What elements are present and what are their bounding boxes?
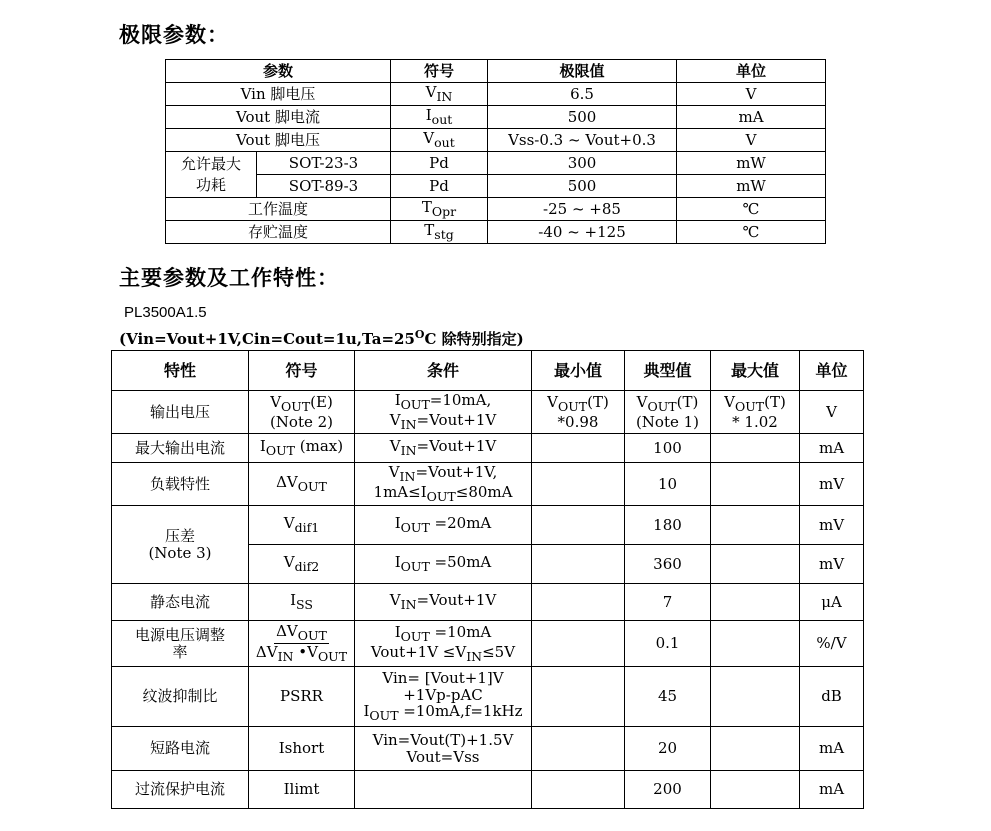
- table-row: [166, 129, 826, 152]
- cell-condition: Vin=Vout(T)+1.5V Vout=Vss: [355, 727, 532, 771]
- section-title-absolute-max: 极限参数：: [119, 23, 229, 47]
- cell-max: [711, 621, 800, 667]
- cell-condition: [355, 771, 532, 809]
- cell-symbol: $I_{OUT}$ (max): [249, 434, 355, 463]
- header-symbol: 符号: [391, 60, 488, 83]
- cell-unit: V: [677, 83, 826, 106]
- table-row: [166, 198, 826, 221]
- cell-max: [711, 506, 800, 545]
- cell-unit: mA: [800, 434, 864, 463]
- cell-unit: ℃: [677, 221, 826, 244]
- cell-unit: mW: [677, 175, 826, 198]
- cell-value: 500: [488, 106, 677, 129]
- table-row: [166, 152, 826, 175]
- table-row: [112, 667, 864, 727]
- cell-power-group: [166, 152, 257, 198]
- header-condition: 条件: [355, 351, 532, 391]
- characteristics-table: [111, 350, 864, 809]
- cell-condition: Vin= [Vout+1]V +1Vp-pAC $I_{OUT} =10mA,f=1kHz$: [355, 667, 532, 727]
- cell-max: [711, 771, 800, 809]
- table-row: [112, 463, 864, 506]
- cell-unit: mA: [800, 727, 864, 771]
- cell-min: $V_{OUT}(T)$ *0.98: [532, 391, 625, 434]
- cell-min: [532, 771, 625, 809]
- cell-typ: 200: [625, 771, 711, 809]
- table-row: [112, 771, 864, 809]
- cell-value: -25 ~ +85: [488, 198, 677, 221]
- test-conditions: ($Vin=Vout+1V,Cin=Cout=1u,Ta=25^OC$ 除特别指定): [119, 328, 524, 348]
- cell-max: [711, 727, 800, 771]
- cell-param: 存贮温度: [166, 221, 391, 244]
- cell-name: 电源电压调整 率: [112, 621, 249, 667]
- power-group-label-2: 功耗: [195, 175, 226, 194]
- cell-symbol: $I_{SS}$: [249, 584, 355, 621]
- table-row: [112, 727, 864, 771]
- cell-max: [711, 463, 800, 506]
- table-row: [166, 106, 826, 129]
- header-max: 最大值: [711, 351, 800, 391]
- table-header-row: [112, 351, 864, 391]
- cell-symbol: $V_{dif2}$: [249, 545, 355, 584]
- cell-param: Vout 脚电压: [166, 129, 391, 152]
- cell-symbol: $T_{Opr}$: [391, 198, 488, 221]
- table-header-row: [166, 60, 826, 83]
- cell-value: 500: [488, 175, 677, 198]
- cell-typ: 100: [625, 434, 711, 463]
- cell-typ: 20: [625, 727, 711, 771]
- cell-typ: 0.1: [625, 621, 711, 667]
- table-row: [112, 621, 864, 667]
- cell-typ: 45: [625, 667, 711, 727]
- model-number: PL3500A1.5: [124, 304, 207, 321]
- table-row: [166, 175, 826, 198]
- cell-name: 短路电流: [112, 727, 249, 771]
- header-param: 参数: [166, 60, 391, 83]
- table-row: [166, 83, 826, 106]
- absolute-max-table: [165, 59, 826, 244]
- header-unit: 单位: [800, 351, 864, 391]
- cell-unit: dB: [800, 667, 864, 727]
- cell-unit: mW: [677, 152, 826, 175]
- cell-max: [711, 434, 800, 463]
- header-typ: 典型值: [625, 351, 711, 391]
- cell-condition: $I_{OUT} =10mA$ Vout+1V $\le V_{IN}\le 5V$: [355, 621, 532, 667]
- cell-typ: 7: [625, 584, 711, 621]
- cell-unit: mV: [800, 506, 864, 545]
- cell-value: Vss-0.3 ~ Vout+0.3: [488, 129, 677, 152]
- cell-symbol: Pd: [391, 152, 488, 175]
- cell-typ: 180: [625, 506, 711, 545]
- cell-min: [532, 434, 625, 463]
- cell-param: SOT-89-3: [257, 175, 391, 198]
- cell-unit: mA: [800, 771, 864, 809]
- cell-condition: $V_{IN}=Vout+1V$: [355, 434, 532, 463]
- cell-condition: $V_{IN}=Vout+1V$: [355, 584, 532, 621]
- cell-max: $V_{OUT}(T)$ * 1.02: [711, 391, 800, 434]
- cell-param: Vin 脚电压: [166, 83, 391, 106]
- cell-min: [532, 667, 625, 727]
- cell-symbol: Pd: [391, 175, 488, 198]
- cell-value: -40 ~ +125: [488, 221, 677, 244]
- cell-symbol: $V_{out}$: [391, 129, 488, 152]
- cell-name: 输出电压: [112, 391, 249, 434]
- header-unit: 单位: [677, 60, 826, 83]
- cell-symbol: $I_{out}$: [391, 106, 488, 129]
- cell-unit: V: [800, 391, 864, 434]
- table-row: [166, 221, 826, 244]
- section-title-characteristics: 主要参数及工作特性：: [119, 266, 339, 290]
- cell-symbol: $V_{IN}$: [391, 83, 488, 106]
- cell-max: [711, 545, 800, 584]
- cell-name: 最大输出电流: [112, 434, 249, 463]
- cell-condition: $V_{IN}=Vout+1V$, $1mA\le I_{OUT}\le 80mA$: [355, 463, 532, 506]
- header-characteristic: 特性: [112, 351, 249, 391]
- cell-symbol: $\Delta V_{OUT}$: [249, 463, 355, 506]
- cell-param: SOT-23-3: [257, 152, 391, 175]
- table-row: [112, 584, 864, 621]
- cell-value: 6.5: [488, 83, 677, 106]
- cell-unit: ℃: [677, 198, 826, 221]
- cell-symbol: $V_{dif1}$: [249, 506, 355, 545]
- header-limit: 极限值: [488, 60, 677, 83]
- cell-min: [532, 727, 625, 771]
- table-row: [112, 506, 864, 545]
- cell-symbol-fraction: $\Delta V_{OUT}$ $\Delta V_{IN}$ $•V_{OUT}$: [249, 621, 355, 667]
- cell-value: 300: [488, 152, 677, 175]
- power-group-label-1: 允许最大: [180, 154, 241, 173]
- cell-unit: V: [677, 129, 826, 152]
- cell-param: 工作温度: [166, 198, 391, 221]
- cell-max: [711, 584, 800, 621]
- cell-unit: mV: [800, 545, 864, 584]
- cell-name: 静态电流: [112, 584, 249, 621]
- cell-name: 压差 (Note 3): [112, 506, 249, 584]
- cell-typ: $V_{OUT}(T)$ (Note 1): [625, 391, 711, 434]
- cell-unit: mV: [800, 463, 864, 506]
- cell-typ: 10: [625, 463, 711, 506]
- table-row: [112, 391, 864, 434]
- cell-symbol: $T_{stg}$: [391, 221, 488, 244]
- cell-symbol: Ilimt: [249, 771, 355, 809]
- cell-unit: %/V: [800, 621, 864, 667]
- cell-symbol: Ishort: [249, 727, 355, 771]
- cell-condition: $I_{OUT} =20mA$: [355, 506, 532, 545]
- cell-min: [532, 621, 625, 667]
- table-row: [112, 434, 864, 463]
- cell-min: [532, 545, 625, 584]
- cell-min: [532, 463, 625, 506]
- cell-param: Vout 脚电流: [166, 106, 391, 129]
- cell-name: 过流保护电流: [112, 771, 249, 809]
- cell-symbol: PSRR: [249, 667, 355, 727]
- cell-min: [532, 506, 625, 545]
- cell-name: 负载特性: [112, 463, 249, 506]
- cell-condition: $I_{OUT}=10mA$, $V_{IN}=Vout+1V$: [355, 391, 532, 434]
- cell-max: [711, 667, 800, 727]
- cell-typ: 360: [625, 545, 711, 584]
- cell-unit: μA: [800, 584, 864, 621]
- header-symbol: 符号: [249, 351, 355, 391]
- cell-condition: $I_{OUT} =50mA$: [355, 545, 532, 584]
- cell-symbol: $V_{OUT}(E)$ (Note 2): [249, 391, 355, 434]
- header-min: 最小值: [532, 351, 625, 391]
- cell-min: [532, 584, 625, 621]
- cell-unit: mA: [677, 106, 826, 129]
- cell-name: 纹波抑制比: [112, 667, 249, 727]
